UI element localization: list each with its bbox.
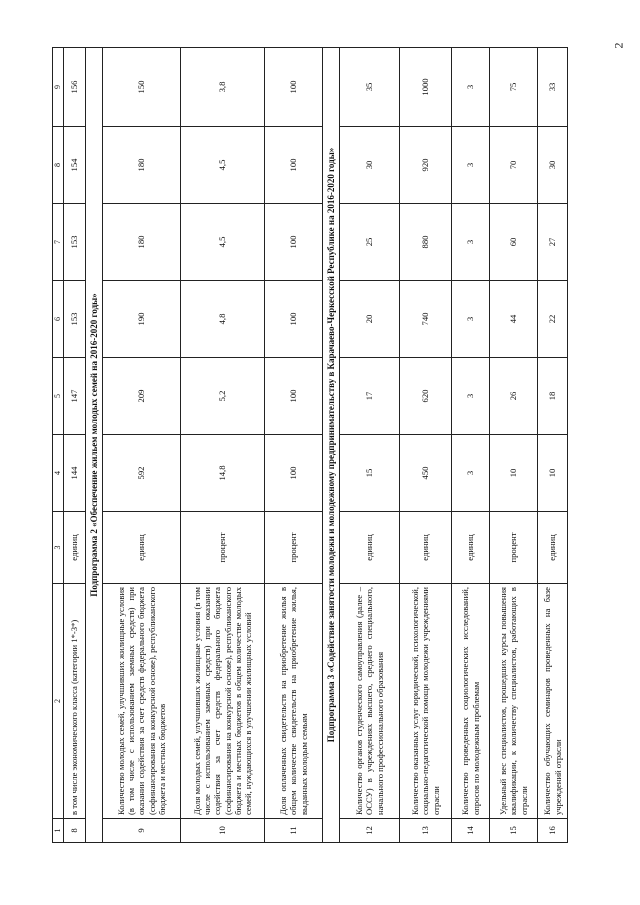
value-cell: 15 (340, 435, 400, 512)
value-cell: 920 (400, 127, 452, 204)
value-cell: 154 (64, 127, 86, 204)
column-number: 5 (53, 358, 64, 435)
rotated-page-content (52, 48, 562, 843)
value-cell: 620 (400, 358, 452, 435)
value-cell: 209 (103, 358, 181, 435)
value-cell: 3 (452, 48, 490, 127)
value-cell: 150 (103, 48, 181, 127)
value-cell: 880 (400, 204, 452, 281)
value-cell: 70 (490, 127, 538, 204)
value-cell: 4,5 (181, 204, 265, 281)
page-number: 2 (611, 42, 626, 49)
value-cell: 100 (265, 435, 323, 512)
value-cell: 14,8 (181, 435, 265, 512)
column-number: 8 (53, 127, 64, 204)
row-number: 8 (64, 819, 86, 843)
value-cell: 100 (265, 281, 323, 358)
value-cell: 156 (64, 48, 86, 127)
value-cell: 35 (340, 48, 400, 127)
value-cell: 10 (538, 435, 568, 512)
indicator-name: Количество обучающих семинаров проведенных на базе учреждений отрасли (538, 584, 568, 819)
value-cell: 30 (340, 127, 400, 204)
row-number: 9 (103, 819, 181, 843)
value-cell: 190 (103, 281, 181, 358)
section-row (323, 48, 340, 843)
table-row (452, 48, 490, 843)
value-cell: 450 (400, 435, 452, 512)
column-number: 4 (53, 435, 64, 512)
value-cell: 1000 (400, 48, 452, 127)
row-number: 13 (400, 819, 452, 843)
row-number: 15 (490, 819, 538, 843)
row-number: 16 (538, 819, 568, 843)
section-title: Подпрограмма 2 «Обеспечение жильем молодых семей на 2016-2020 годы» (86, 48, 103, 843)
value-cell: 100 (265, 127, 323, 204)
table-row (490, 48, 538, 843)
value-cell: 3 (452, 127, 490, 204)
column-number: 7 (53, 204, 64, 281)
table-row (64, 48, 86, 843)
value-cell: 4,8 (181, 281, 265, 358)
column-number-row (53, 48, 64, 843)
value-cell: 25 (340, 204, 400, 281)
value-cell: 3,8 (181, 48, 265, 127)
indicator-name: Количество оказанных услуг юридической, психологической, социально-педагогической помощи молодежи учреждениями отрасли (400, 584, 452, 819)
value-cell: 44 (490, 281, 538, 358)
value-cell: 144 (64, 435, 86, 512)
value-cell: 33 (538, 48, 568, 127)
value-cell: 27 (538, 204, 568, 281)
unit: процент (181, 512, 265, 584)
value-cell: 26 (490, 358, 538, 435)
row-number: 14 (452, 819, 490, 843)
column-number: 2 (53, 584, 64, 819)
value-cell: 592 (103, 435, 181, 512)
value-cell: 60 (490, 204, 538, 281)
unit: единиц (64, 512, 86, 584)
value-cell: 180 (103, 127, 181, 204)
column-number: 1 (53, 819, 64, 843)
unit: процент (490, 512, 538, 584)
value-cell: 3 (452, 281, 490, 358)
table-row (265, 48, 323, 843)
unit: единиц (103, 512, 181, 584)
unit: процент (265, 512, 323, 584)
indicator-name: Количество молодых семей, улучшивших жилищные условия (в том числе с использованием заемных средств) при оказании содействия за счет средств федерального бюджета (софинансирования на конкурсной основе), республиканского бюджета и местных бюджетов (103, 584, 181, 819)
value-cell: 30 (538, 127, 568, 204)
indicator-name: в том числе экономического класса (категории 1*-3*) (64, 584, 86, 819)
column-number: 6 (53, 281, 64, 358)
unit: единиц (452, 512, 490, 584)
table-row (103, 48, 181, 843)
unit: единиц (538, 512, 568, 584)
indicator-name: Количество проведенных социологических исследований, опросов по молодежным проблемам (452, 584, 490, 819)
indicator-name: Количество органов студенческого самоуправления (далее – ОССУ) в учреждениях высшего, среднего специального, начального профессионального образования (340, 584, 400, 819)
row-number: 10 (181, 819, 265, 843)
value-cell: 18 (538, 358, 568, 435)
value-cell: 153 (64, 204, 86, 281)
value-cell: 4,5 (181, 127, 265, 204)
value-cell: 10 (490, 435, 538, 512)
value-cell: 100 (265, 204, 323, 281)
value-cell: 100 (265, 358, 323, 435)
value-cell: 740 (400, 281, 452, 358)
value-cell: 180 (103, 204, 181, 281)
column-number: 3 (53, 512, 64, 584)
table-row (538, 48, 568, 843)
row-number: 12 (340, 819, 400, 843)
column-number: 9 (53, 48, 64, 127)
value-cell: 3 (452, 204, 490, 281)
unit: единиц (340, 512, 400, 584)
value-cell: 17 (340, 358, 400, 435)
table-row (181, 48, 265, 843)
value-cell: 22 (538, 281, 568, 358)
section-title: Подпрограмма 3 «Содействие занятости молодежи и молодежному предпринимательству в Карачаево-Черкесской Республике на 2016-2020 годы» (323, 48, 340, 843)
value-cell: 100 (265, 48, 323, 127)
unit: единиц (400, 512, 452, 584)
indicators-table (52, 47, 568, 843)
section-row (86, 48, 103, 843)
value-cell: 75 (490, 48, 538, 127)
table-row (340, 48, 400, 843)
indicator-name: Доля оплаченных свидетельств на приобретение жилья в общем количестве свидетельств на приобретение жилья, выданных молодым семьям (265, 584, 323, 819)
indicator-name: Доля молодых семей, улучшивших жилищные условия (в том числе с использованием заемных средств) при оказании содействия за счет средств федерального бюджета (софинансирования на конкурсной основе), республиканского бюджета и местных бюджетов в общем количестве молодых семей, нуждающихся в улучшении жилищных условий (181, 584, 265, 819)
row-number: 11 (265, 819, 323, 843)
table-row (400, 48, 452, 843)
indicator-name: Удельный вес специалистов, прошедших курсы повышения квалификации, к количеству специалистов, работающих в отрасли (490, 584, 538, 819)
value-cell: 5,2 (181, 358, 265, 435)
value-cell: 3 (452, 435, 490, 512)
value-cell: 147 (64, 358, 86, 435)
value-cell: 3 (452, 358, 490, 435)
value-cell: 153 (64, 281, 86, 358)
value-cell: 20 (340, 281, 400, 358)
